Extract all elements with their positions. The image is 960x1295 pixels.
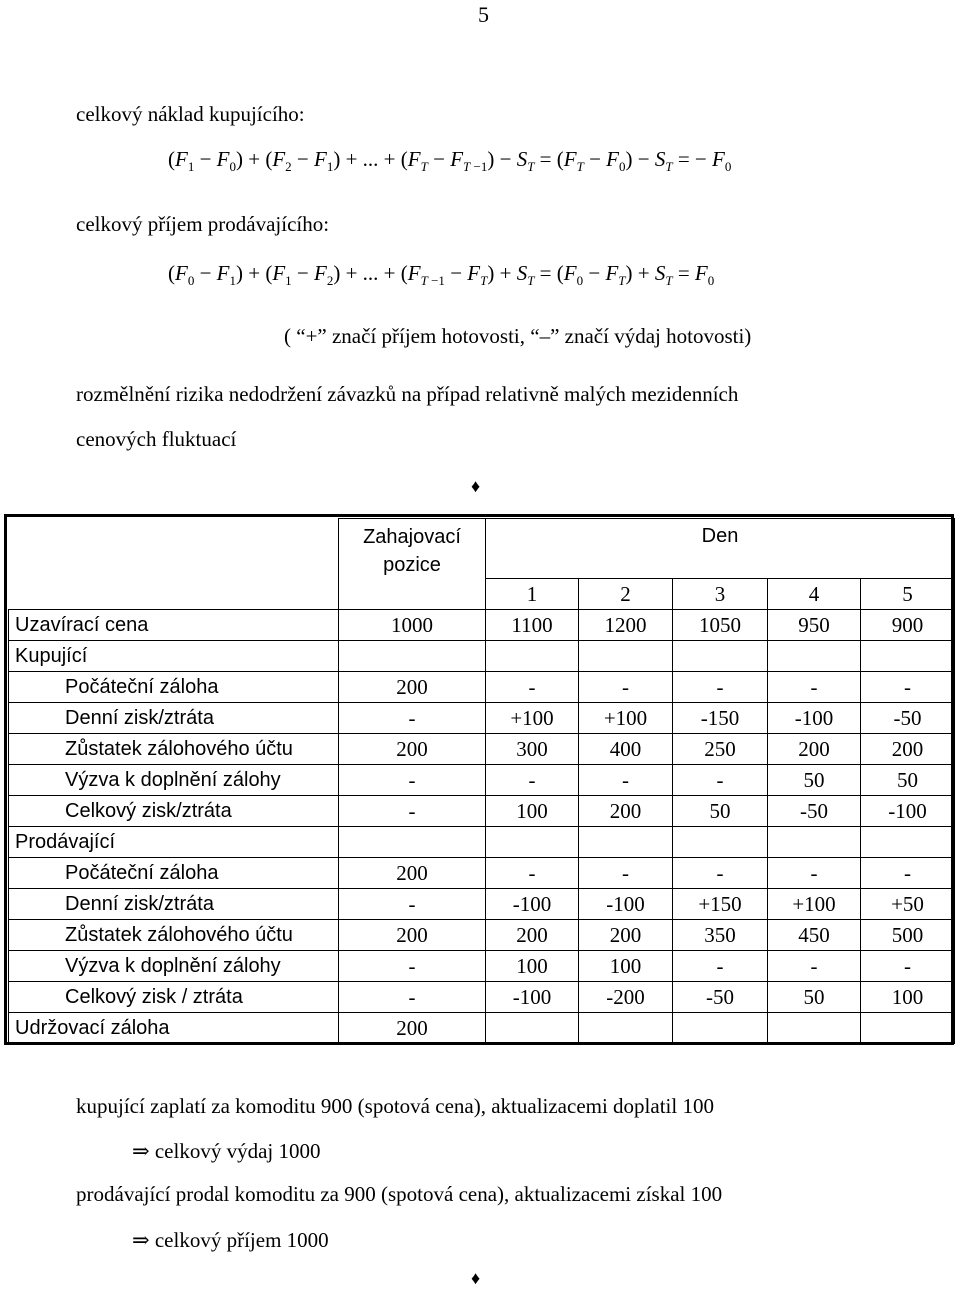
header-position: Zahajovací pozice	[339, 519, 486, 610]
table-corner	[9, 519, 339, 610]
cell-opening-position: 200	[339, 672, 486, 703]
cell-day-1	[486, 1013, 579, 1044]
cell-day-2: 400	[579, 734, 673, 765]
cell-day-1: +100	[486, 703, 579, 734]
cell-opening-position: 200	[339, 920, 486, 951]
cell-day-2: -	[579, 672, 673, 703]
cell-day-2: 200	[579, 920, 673, 951]
cell-day-5: 100	[861, 982, 955, 1013]
cell-day-2: 1200	[579, 610, 673, 641]
buyer-result	[132, 1139, 321, 1164]
cell-day-4: -100	[768, 703, 861, 734]
day-header-1: 1	[486, 579, 579, 610]
row-label: Denní zisk/ztráta	[9, 703, 339, 734]
table-row	[9, 951, 955, 982]
cell-day-5: 900	[861, 610, 955, 641]
seller-heading: celkový příjem prodávajícího:	[76, 212, 330, 236]
cell-opening-position: -	[339, 765, 486, 796]
cell-day-4: 450	[768, 920, 861, 951]
row-label: Počáteční záloha	[9, 858, 339, 889]
seller-formula: $(F_0 - F_1) + (F_1 - F_2)$ + ... + $(F_{T -1} - F_T) + S_T = (F_0 - F_T) + S_T = F_0$	[168, 261, 715, 288]
row-label: Výzva k doplnění zálohy	[9, 951, 339, 982]
cell-opening-position: 1000	[339, 610, 486, 641]
risk-note-line1: rozmělnění rizika nedodržení závazků na případ relativně malých mezidenních	[76, 382, 739, 406]
cell-day-2	[579, 827, 673, 858]
cell-day-5	[861, 641, 955, 672]
cell-day-4: 50	[768, 982, 861, 1013]
table-row	[9, 703, 955, 734]
cell-day-5	[861, 827, 955, 858]
cell-opening-position: -	[339, 951, 486, 982]
cell-day-1	[486, 827, 579, 858]
cell-day-1: 200	[486, 920, 579, 951]
cell-day-4: 950	[768, 610, 861, 641]
buyer-formula: $(F_1 - F_0) + (F_2 - F_1)$ + ... + $(F_T - F_{T -1}) - S_T = (F_T - F_0) - S_T$ = − $F_0$	[168, 147, 732, 174]
table-row	[9, 641, 955, 672]
seller-result	[132, 1228, 329, 1253]
cell-day-1: -	[486, 858, 579, 889]
cell-opening-position	[339, 641, 486, 672]
table-row	[9, 765, 955, 796]
diamond-icon: ♦	[471, 476, 481, 496]
table-row	[9, 610, 955, 641]
cell-opening-position: -	[339, 796, 486, 827]
day-header-2: 2	[579, 579, 673, 610]
cell-day-3: -	[673, 765, 768, 796]
table-row	[9, 827, 955, 858]
cell-day-2: 100	[579, 951, 673, 982]
cell-day-4: -50	[768, 796, 861, 827]
cell-day-4	[768, 827, 861, 858]
cell-day-2: -200	[579, 982, 673, 1013]
cell-day-3: -50	[673, 982, 768, 1013]
row-label: Prodávající	[9, 827, 339, 858]
cell-day-4: -	[768, 858, 861, 889]
cell-day-3: -150	[673, 703, 768, 734]
table-row	[9, 796, 955, 827]
margin-table	[8, 518, 955, 1044]
row-label: Zůstatek zálohového účtu	[9, 734, 339, 765]
seller-result-text: celkový příjem 1000	[154, 1228, 329, 1252]
cell-day-2: -	[579, 765, 673, 796]
cell-day-4: -	[768, 951, 861, 982]
cell-day-4: 50	[768, 765, 861, 796]
row-label: Zůstatek zálohového účtu	[9, 920, 339, 951]
table-row	[9, 1013, 955, 1044]
cell-day-1: -100	[486, 982, 579, 1013]
seller-summary: prodávající prodal komoditu za 900 (spotová cena), aktualizacemi získal 100	[76, 1182, 723, 1206]
cell-day-4: 200	[768, 734, 861, 765]
cell-day-3: -	[673, 858, 768, 889]
cell-opening-position: 200	[339, 734, 486, 765]
cell-day-3: 1050	[673, 610, 768, 641]
table-row	[9, 734, 955, 765]
implies-arrow-icon: ⇒	[132, 1139, 150, 1163]
cell-day-3: 250	[673, 734, 768, 765]
cell-day-5	[861, 1013, 955, 1044]
cell-day-1: 100	[486, 951, 579, 982]
buyer-summary: kupující zaplatí za komoditu 900 (spotová cena), aktualizacemi doplatil 100	[76, 1094, 714, 1118]
day-header-5: 5	[861, 579, 955, 610]
row-label: Celkový zisk/ztráta	[9, 796, 339, 827]
cell-day-5: 50	[861, 765, 955, 796]
cell-day-5: 500	[861, 920, 955, 951]
cell-day-1: 1100	[486, 610, 579, 641]
cell-day-1: -	[486, 672, 579, 703]
cell-day-2: +100	[579, 703, 673, 734]
cell-day-3	[673, 641, 768, 672]
implies-arrow-icon: ⇒	[132, 1228, 150, 1252]
row-label: Udržovací záloha	[9, 1013, 339, 1044]
cell-opening-position: 200	[339, 858, 486, 889]
table-row	[9, 889, 955, 920]
cell-day-3	[673, 827, 768, 858]
cell-opening-position: 200	[339, 1013, 486, 1044]
row-label: Kupující	[9, 641, 339, 672]
cell-day-3: -	[673, 672, 768, 703]
cell-day-5: -	[861, 858, 955, 889]
cell-opening-position: -	[339, 703, 486, 734]
cell-opening-position	[339, 827, 486, 858]
table-row	[9, 858, 955, 889]
cell-day-2	[579, 641, 673, 672]
row-label: Denní zisk/ztráta	[9, 889, 339, 920]
table-row	[9, 672, 955, 703]
day-header-4: 4	[768, 579, 861, 610]
cell-day-5: -	[861, 672, 955, 703]
cell-day-3: -	[673, 951, 768, 982]
cell-day-4	[768, 641, 861, 672]
cell-day-1: 100	[486, 796, 579, 827]
day-header-3: 3	[673, 579, 768, 610]
cell-day-5: 200	[861, 734, 955, 765]
cell-day-5: -	[861, 951, 955, 982]
cell-day-5: -100	[861, 796, 955, 827]
row-label: Uzavírací cena	[9, 610, 339, 641]
cell-day-3	[673, 1013, 768, 1044]
cell-day-1	[486, 641, 579, 672]
cell-day-4: +100	[768, 889, 861, 920]
cell-day-3: 350	[673, 920, 768, 951]
cell-day-2: -	[579, 858, 673, 889]
row-label: Výzva k doplnění zálohy	[9, 765, 339, 796]
header-day: Den	[486, 519, 955, 579]
cell-day-3: +150	[673, 889, 768, 920]
cell-opening-position: -	[339, 889, 486, 920]
cell-day-2	[579, 1013, 673, 1044]
cell-day-1: -100	[486, 889, 579, 920]
cell-day-4: -	[768, 672, 861, 703]
cell-day-4	[768, 1013, 861, 1044]
cell-day-1: 300	[486, 734, 579, 765]
row-label: Celkový zisk / ztráta	[9, 982, 339, 1013]
cell-day-3: 50	[673, 796, 768, 827]
cell-day-1: -	[486, 765, 579, 796]
risk-note-line2: cenových fluktuací	[76, 427, 237, 451]
sign-note: ( “+” značí příjem hotovosti, “–” značí výdaj hotovosti)	[284, 324, 752, 348]
table-row	[9, 982, 955, 1013]
diamond-icon: ♦	[471, 1268, 481, 1288]
buyer-heading: celkový náklad kupujícího:	[76, 102, 305, 126]
table-row	[9, 920, 955, 951]
cell-day-5: -50	[861, 703, 955, 734]
cell-day-2: 200	[579, 796, 673, 827]
cell-opening-position: -	[339, 982, 486, 1013]
row-label: Počáteční záloha	[9, 672, 339, 703]
page-number: 5	[478, 2, 489, 27]
cell-day-5: +50	[861, 889, 955, 920]
buyer-result-text: celkový výdaj 1000	[154, 1139, 321, 1163]
cell-day-2: -100	[579, 889, 673, 920]
